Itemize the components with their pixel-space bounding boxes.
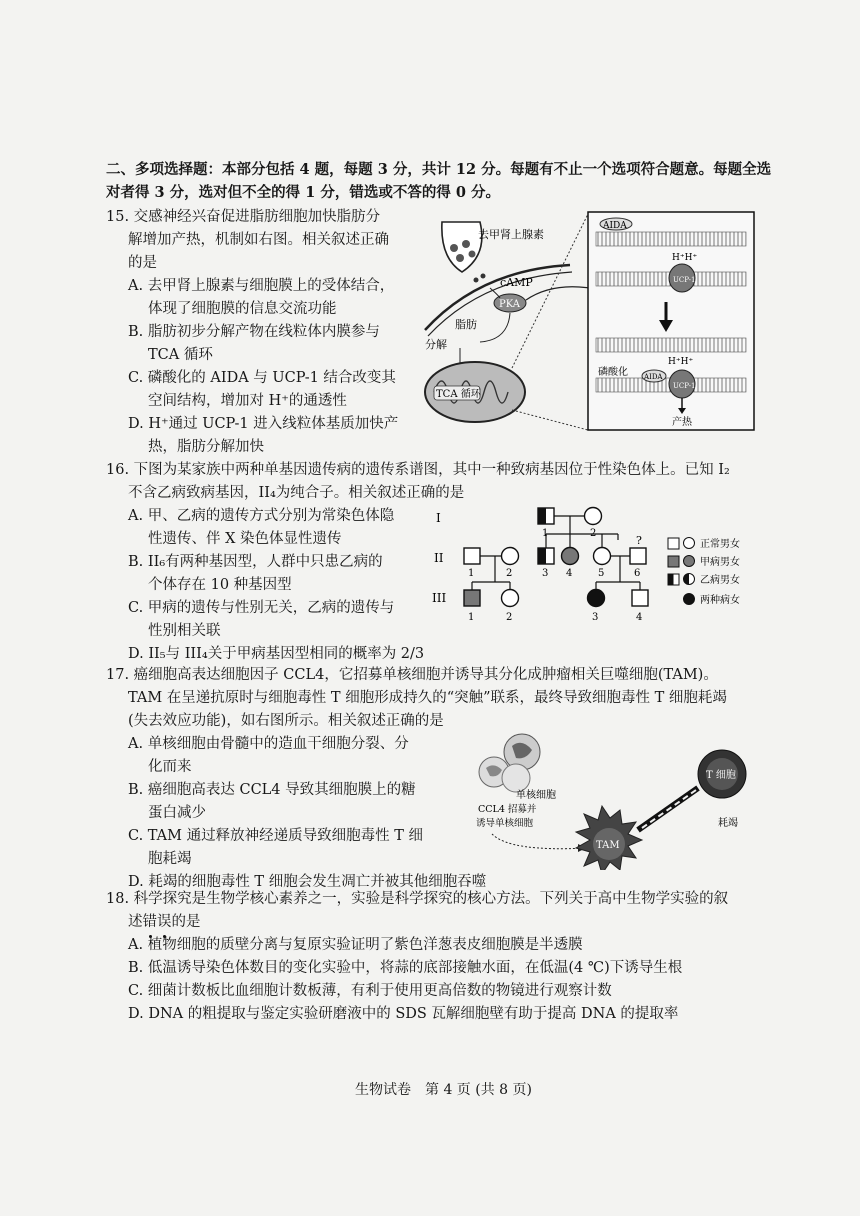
q16-option-a-2: 性遗传、伴 X 染色体显性遗传 — [148, 531, 342, 547]
q17-stem-2: TAM 在呈递抗原时与细胞毒性 T 细胞形成持久的“突触”联系，最终导致细胞毒性 T 细胞耗竭 — [128, 690, 727, 706]
q18-stem-1: 18. 科学探究是生物学核心素养之一，实验是科学探究的核心方法。下列关于高中生物学实验的叙 — [106, 891, 729, 907]
heat-label: 产热 — [672, 417, 692, 428]
q15-option-d: D. H⁺通过 UCP-1 进入线粒体基质加快产 — [128, 416, 399, 432]
q17-option-c-2: 胞耗竭 — [148, 851, 192, 867]
q17-option-a: A. 单核细胞由骨髓中的造血干细胞分裂、分 — [128, 736, 409, 752]
q17-option-b-2: 蛋白减少 — [148, 805, 206, 821]
q17-option-c: C. TAM 通过释放神经递质导致细胞毒性 T 细 — [128, 828, 423, 844]
section-header-line2: 对者得 3 分，选对但不全的得 1 分，错选或不答的得 0 分。 — [106, 184, 501, 201]
q16-option-b: B. II₆有两种基因型，人群中只患乙病的 — [128, 554, 383, 570]
q17-option-b: B. 癌细胞高表达 CCL4 导致其细胞膜上的糖 — [128, 782, 416, 798]
q15-option-a-2: 体现了细胞膜的信息交流功能 — [148, 301, 337, 317]
q17-stem-1: 17. 癌细胞高表达细胞因子 CCL4，它招募单核细胞并诱导其分化成肿瘤相关巨噬细胞(TAM)。 — [106, 667, 718, 683]
q15-option-b: B. 脂肪初步分解产物在线粒体内膜参与 — [128, 324, 380, 340]
question-mark: ? — [636, 534, 642, 547]
norepinephrine-label: 去甲肾上腺素 — [478, 228, 544, 241]
legend-both: 两种病女 — [700, 595, 740, 606]
hplus-label-top: H⁺H⁺ — [672, 253, 698, 263]
svg-text:4: 4 — [636, 612, 643, 623]
q16-option-d: D. II₅与 III₄关于甲病基因型相同的概率为 2/3 — [128, 646, 425, 662]
gen-III-label: III — [432, 591, 447, 605]
exhausted-label: 耗竭 — [718, 818, 738, 829]
legend-disease-a: 甲病男女 — [700, 557, 740, 568]
q15-option-d-2: 热，脂肪分解加快 — [148, 439, 264, 455]
svg-text:1: 1 — [468, 568, 475, 579]
fat-label: 脂肪 — [455, 318, 477, 331]
svg-text:3: 3 — [592, 612, 599, 623]
q16-stem-2: 不含乙病致病基因，II₄为纯合子。相关叙述正确的是 — [128, 485, 465, 501]
q17-stem-3: (失去效应功能)，如右图所示。相关叙述正确的是 — [128, 713, 444, 729]
ucp-label-bottom: UCP-1 — [673, 382, 696, 390]
svg-text:2: 2 — [590, 528, 597, 539]
q18-option-a: A. 植物细胞的质壁分离与复原实验证明了紫色洋葱表皮细胞膜是半透膜 — [128, 937, 583, 953]
q16-option-c-2: 性别相关联 — [148, 623, 221, 639]
q15-option-c: C. 磷酸化的 AIDA 与 UCP-1 结合改变其 — [128, 370, 396, 386]
q18-option-d: D. DNA 的粗提取与鉴定实验研磨液中的 SDS 瓦解细胞壁有助于提高 DNA 的提取率 — [128, 1006, 679, 1022]
monocyte-label: 单核细胞 — [516, 790, 556, 801]
svg-text:1: 1 — [468, 612, 475, 623]
q17-option-d: D. 耗竭的细胞毒性 T 细胞会发生凋亡并被其他细胞吞噬 — [128, 874, 487, 890]
svg-text:6: 6 — [634, 568, 641, 579]
camp-label: cAMP — [500, 276, 533, 289]
ucp-label-top: UCP-1 — [673, 276, 696, 284]
q16-option-c: C. 甲病的遗传与性别无关，乙病的遗传与 — [128, 600, 395, 616]
tam-label: TAM — [596, 840, 620, 851]
section-header-line1: 二、多项选择题：本部分包括 4 题，每题 3 分，共计 12 分。每题有不止一个选项符合题意。每题全选 — [106, 161, 772, 178]
svg-text:3: 3 — [542, 568, 549, 579]
q15-option-b-2: TCA 循环 — [148, 347, 213, 363]
q17-figure — [470, 730, 765, 870]
phosphorylation-label: 磷酸化 — [598, 367, 628, 378]
ccl4-label-1: CCL4 招募并 — [478, 804, 537, 815]
decompose-label: 分解 — [425, 338, 447, 351]
q16-option-b-2: 个体存在 10 种基因型 — [148, 577, 292, 593]
q18-option-b: B. 低温诱导染色体数目的变化实验中，将蒜的底部接触水面，在低温(4 ℃)下诱导生根 — [128, 960, 683, 976]
q16-option-a: A. 甲、乙病的遗传方式分别为常染色体隐 — [128, 508, 395, 524]
pka-label: PKA — [499, 299, 521, 310]
gen-I-label: I — [436, 511, 441, 525]
q15-option-c-2: 空间结构，增加对 H⁺的通透性 — [148, 393, 347, 409]
q15-option-a: A. 去甲肾上腺素与细胞膜上的受体结合， — [128, 278, 395, 294]
gen-II-label: II — [434, 551, 444, 565]
svg-text:5: 5 — [598, 568, 605, 579]
q15-stem-1: 15. 交感神经兴奋促进脂肪细胞加快脂肪分 — [106, 209, 381, 225]
q18-option-c: C. 细菌计数板比血细胞计数板薄，有利于使用更高倍数的物镜进行观察计数 — [128, 983, 612, 999]
svg-text:1: 1 — [542, 528, 549, 539]
tcell-label: T 细胞 — [706, 770, 736, 781]
q15-stem-2: 解增加产热，机制如右图。相关叙述正确 — [128, 232, 389, 248]
q16-stem-1: 16. 下图为某家族中两种单基因遗传病的遗传系谱图，其中一种致病基因位于性染色体上。已知 I₂ — [106, 462, 730, 478]
hplus-label-bottom: H⁺H⁺ — [668, 357, 694, 367]
q18-stem-2: 述错误的是 — [128, 914, 201, 930]
ccl4-label-2: 诱导单核细胞 — [476, 818, 534, 829]
svg-text:4: 4 — [566, 568, 573, 579]
aida-label-bottom: AIDA — [644, 373, 663, 381]
tca-label: TCA 循环 — [436, 389, 481, 400]
q17-option-a-2: 化而来 — [148, 759, 192, 775]
legend-disease-b: 乙病男女 — [700, 575, 740, 586]
legend-normal: 正常男女 — [700, 539, 740, 550]
svg-text:2: 2 — [506, 568, 513, 579]
page-footer: 生物试卷 第 4 页 (共 8 页) — [355, 1082, 532, 1098]
aida-label-top: AIDA — [603, 221, 627, 231]
pedigree-chart — [430, 500, 760, 630]
q15-figure — [420, 210, 758, 460]
q15-stem-3: 的是 — [128, 255, 157, 271]
fat-cell-diagram — [420, 210, 758, 460]
svg-text:2: 2 — [506, 612, 513, 623]
